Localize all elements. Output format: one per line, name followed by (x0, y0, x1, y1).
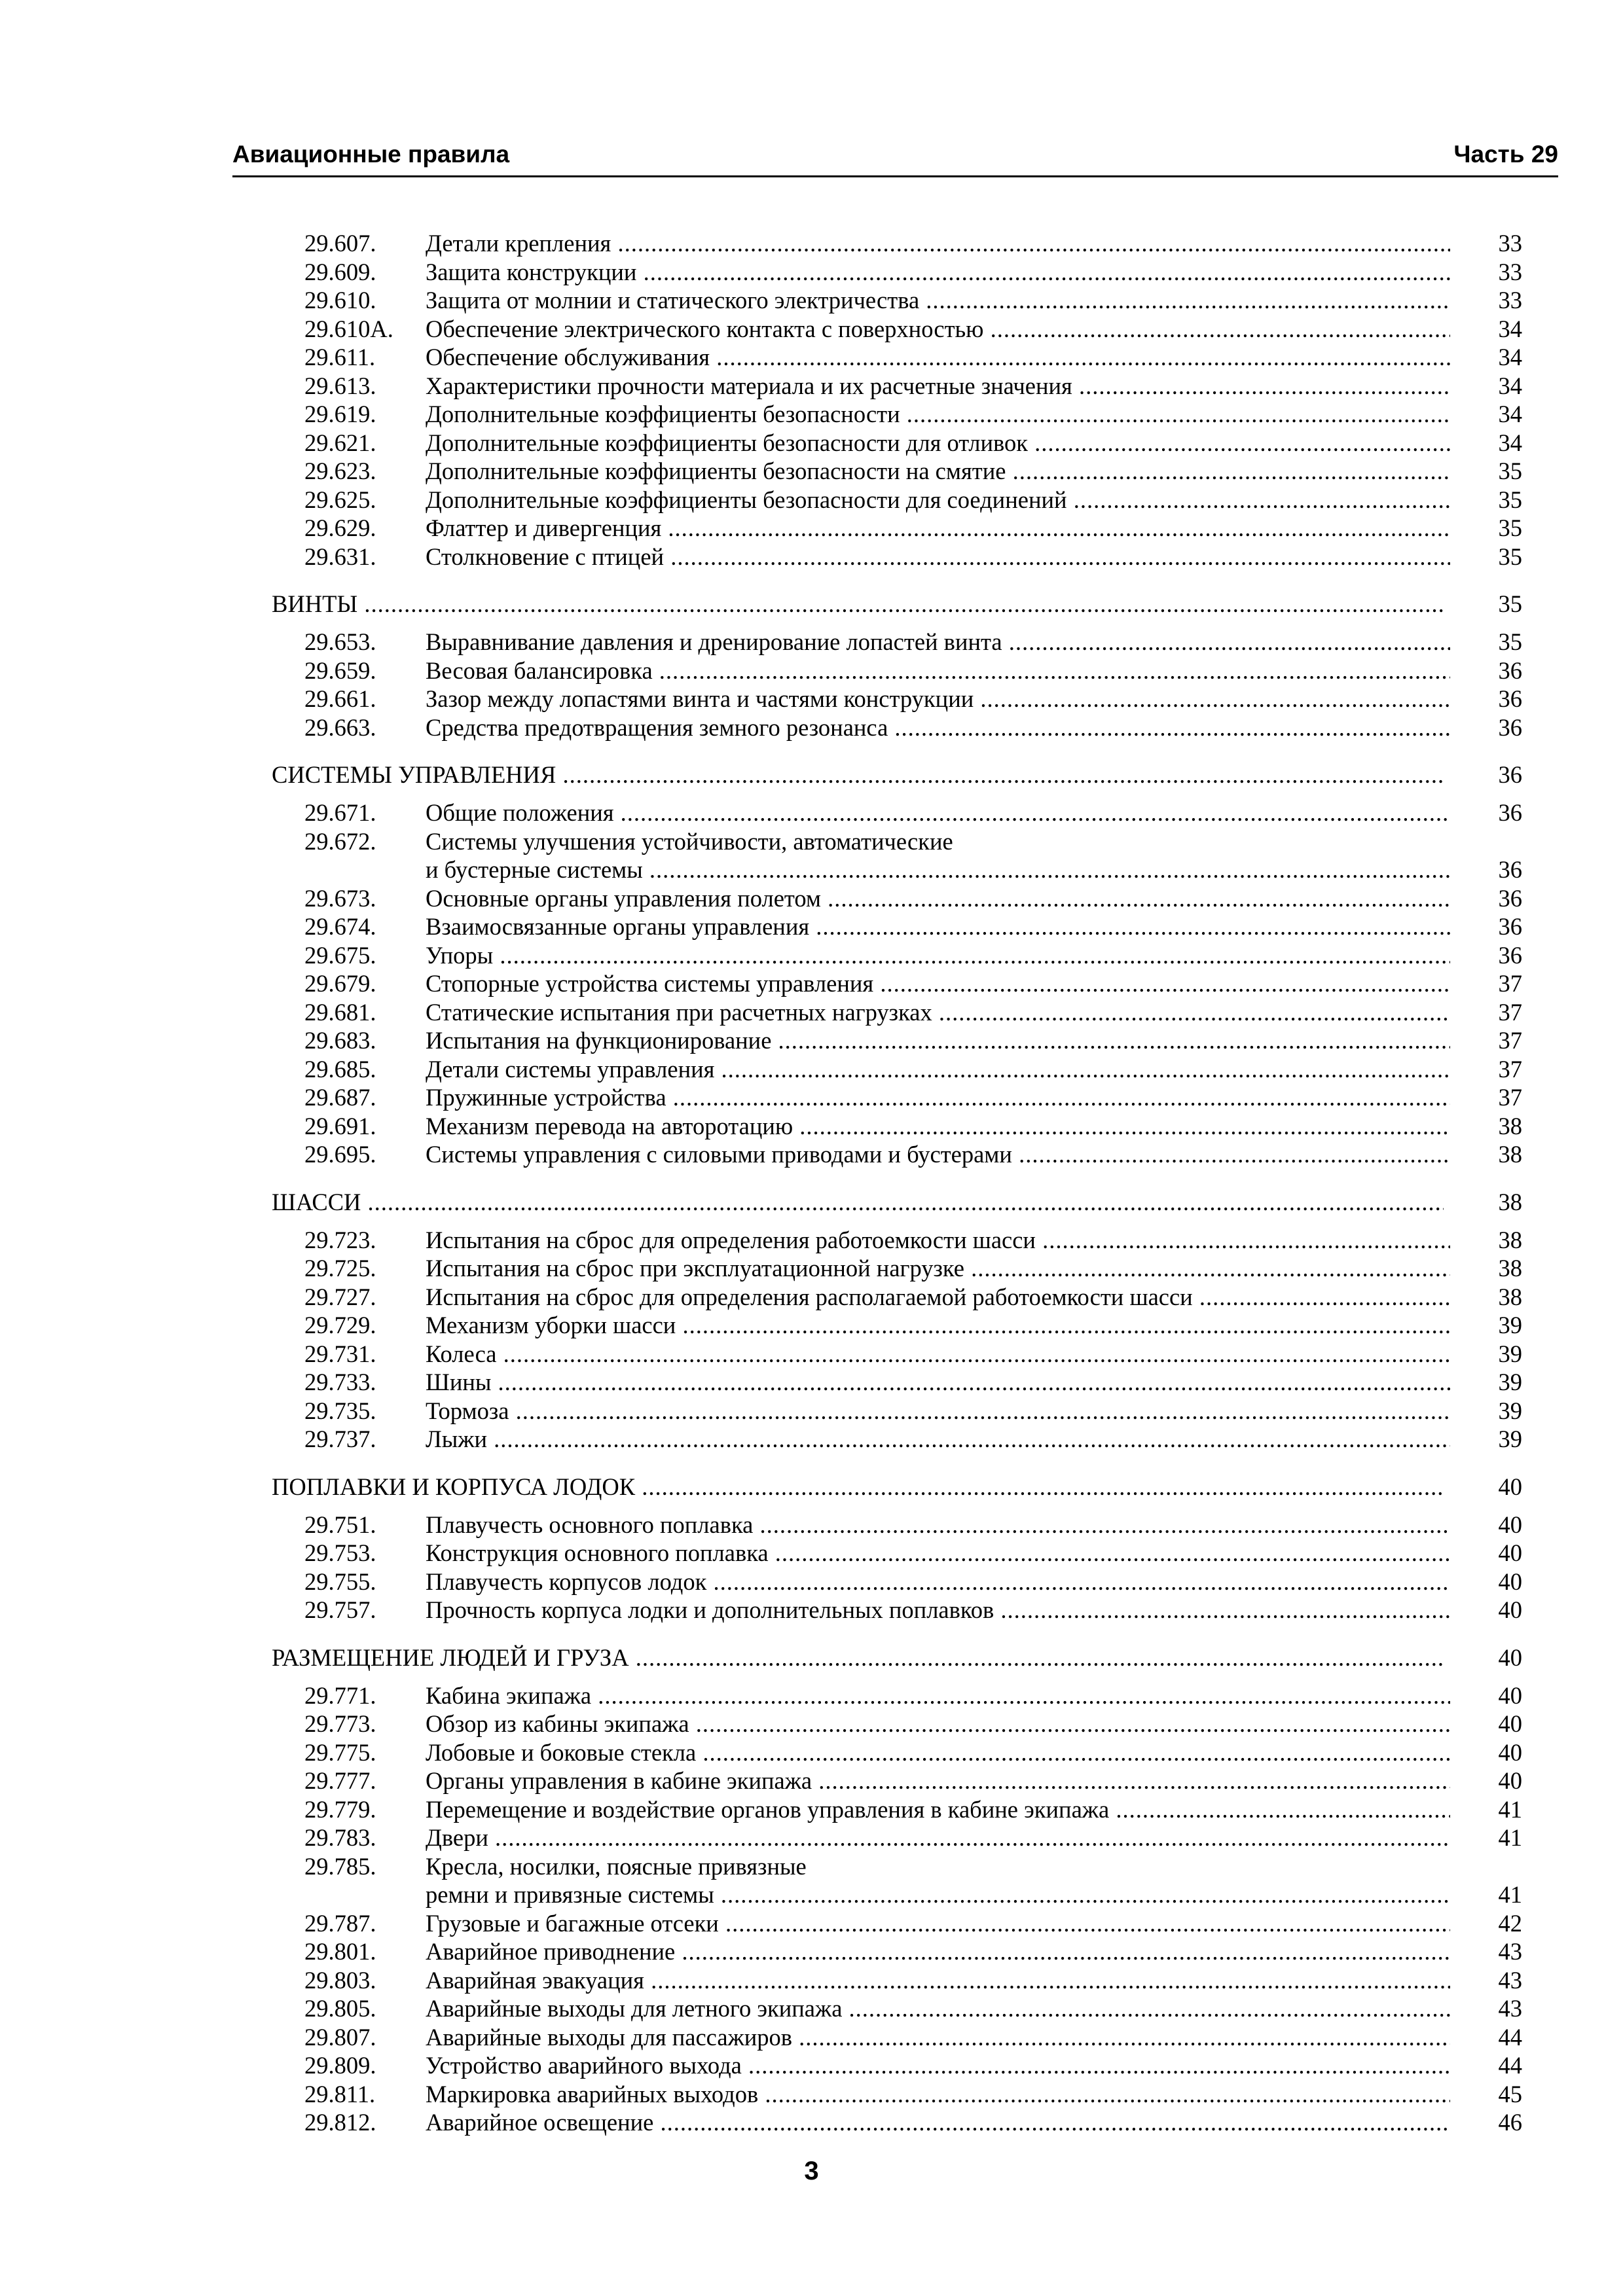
entry-page: 41 (1498, 1824, 1522, 1851)
toc-entry[interactable] (272, 429, 1522, 457)
toc-entry[interactable] (272, 713, 1522, 742)
entry-page: 35 (1498, 543, 1522, 570)
toc-entry[interactable] (272, 827, 1522, 856)
entry-title: Испытания на сброс при эксплуатационной нагрузке ..... (426, 1254, 1450, 1283)
entry-title: Дополнительные коэффициенты безопасности для соединений ..... (426, 486, 1450, 514)
toc-entry[interactable] (272, 1311, 1522, 1340)
entry-number: 29.757. (304, 1596, 376, 1623)
entry-page: 34 (1498, 401, 1522, 427)
entry-title: Системы улучшения устойчивости, автоматические (426, 827, 953, 855)
toc-entry[interactable] (272, 1112, 1522, 1141)
entry-title: Грузовые и багажные отсеки ..... (426, 1909, 1450, 1938)
toc-entry[interactable] (272, 258, 1522, 287)
section-page: 40 (1498, 1473, 1522, 1500)
entry-number: 29.801. (304, 1938, 376, 1965)
entry-title: Аварийное освещение ..... (426, 2108, 1450, 2137)
entry-page: 37 (1498, 970, 1522, 997)
entry-number: 29.663. (304, 713, 376, 741)
entry-title: Статические испытания при расчетных нагрузках ..... (426, 998, 1450, 1027)
toc-entry[interactable] (272, 1710, 1522, 1738)
entry-title: Перемещение и воздействие органов управления в кабине экипажа ..... (426, 1795, 1450, 1824)
entry-number: 29.687. (304, 1084, 376, 1111)
part-label: Часть 29 (1453, 141, 1558, 168)
entry-page: 33 (1498, 258, 1522, 285)
entry-title: и бустерные системы ..... (426, 855, 1450, 884)
entry-title: Конструкция основного поплавка ..... (426, 1539, 1450, 1568)
toc-entry[interactable] (272, 2108, 1522, 2137)
entry-number: 29.811. (304, 2080, 376, 2108)
toc-entry[interactable] (272, 656, 1522, 685)
toc-section-heading (272, 1187, 1522, 1218)
entry-number: 29.805. (304, 1995, 376, 2022)
toc-entry[interactable] (272, 1055, 1522, 1084)
entry-number: 29.672. (304, 827, 376, 855)
entry-page: 45 (1498, 2080, 1522, 2108)
entry-number: 29.777. (304, 1767, 376, 1794)
entry-number: 29.610. (304, 287, 376, 314)
entry-number: 29.731. (304, 1340, 376, 1367)
entry-page: 38 (1498, 1255, 1522, 1282)
section-title: ВИНТЫ ..... (272, 588, 1444, 620)
table-of-contents (272, 229, 1522, 2137)
toc-entry[interactable] (272, 912, 1522, 941)
toc-entry[interactable] (272, 1909, 1522, 1938)
entry-title: Характеристики прочности материала и их расчетные значения ..... (426, 372, 1450, 401)
entry-page: 33 (1498, 230, 1522, 257)
toc-entry[interactable] (272, 1083, 1522, 1112)
entry-title: Дополнительные коэффициенты безопасности для отливок ..... (426, 429, 1450, 457)
page-header (232, 137, 1558, 177)
section-page: 38 (1498, 1188, 1522, 1215)
entry-number: 29.733. (304, 1369, 376, 1395)
entry-page: 36 (1498, 856, 1522, 883)
toc-entry[interactable] (272, 1767, 1522, 1795)
entry-title: Механизм уборки шасси ..... (426, 1311, 1450, 1340)
toc-entry[interactable] (272, 457, 1522, 486)
entry-page: 39 (1498, 1312, 1522, 1338)
entry-number: 29.775. (304, 1738, 376, 1766)
entry-title: Колеса ..... (426, 1340, 1450, 1369)
entry-page: 42 (1498, 1909, 1522, 1937)
entry-title: Столкновение с птицей ..... (426, 543, 1450, 571)
toc-entry[interactable] (272, 941, 1522, 970)
entry-page: 39 (1498, 1426, 1522, 1452)
toc-entry[interactable] (272, 1994, 1522, 2023)
entry-title: Флаттер и дивергенция ..... (426, 514, 1450, 543)
document-title: Авиационные правила (232, 141, 510, 168)
entry-title: Защита конструкции ..... (426, 258, 1450, 287)
toc-section-heading (272, 588, 1522, 620)
toc-entry[interactable] (272, 343, 1522, 372)
entry-page: 37 (1498, 1055, 1522, 1083)
entry-number: 29.613. (304, 372, 376, 399)
toc-entry[interactable] (272, 1738, 1522, 1767)
toc-entry[interactable] (272, 1511, 1522, 1539)
entry-number: 29.653. (304, 628, 376, 655)
entry-title: Аварийное приводнение ..... (426, 1937, 1450, 1966)
entry-number: 29.691. (304, 1112, 376, 1139)
entry-title: Механизм перевода на авторотацию ..... (426, 1112, 1450, 1141)
toc-entry[interactable] (272, 286, 1522, 315)
entry-page: 38 (1498, 1283, 1522, 1310)
section-title: ШАССИ ..... (272, 1187, 1444, 1218)
entry-title: Лобовые и боковые стекла ..... (426, 1738, 1450, 1767)
toc-section-heading (272, 1642, 1522, 1674)
entry-number: 29.809. (304, 2052, 376, 2079)
entry-number: 29.671. (304, 799, 376, 826)
entry-title: Пружинные устройства ..... (426, 1083, 1450, 1112)
toc-entry[interactable] (272, 2080, 1522, 2109)
section-title: ПОПЛАВКИ И КОРПУСА ЛОДОК ..... (272, 1471, 1444, 1503)
toc-section-heading (272, 759, 1522, 791)
entry-title: Испытания на функционирование ..... (426, 1026, 1450, 1055)
entry-number: 29.674. (304, 913, 376, 940)
entry-title: Кабина экипажа ..... (426, 1681, 1450, 1710)
entry-title: Защита от молнии и статического электричества ..... (426, 286, 1450, 315)
entry-number: 29.783. (304, 1824, 376, 1851)
toc-entry[interactable] (272, 1368, 1522, 1397)
entry-page: 41 (1498, 1881, 1522, 1908)
entry-page: 43 (1498, 1995, 1522, 2022)
entry-number: 29.755. (304, 1568, 376, 1595)
entry-page: 33 (1498, 287, 1522, 314)
toc-entry[interactable] (272, 1026, 1522, 1055)
toc-entry[interactable] (272, 969, 1522, 998)
toc-entry[interactable] (272, 855, 1522, 884)
toc-entry[interactable] (272, 2051, 1522, 2080)
entry-page: 34 (1498, 315, 1522, 342)
toc-entry[interactable] (272, 543, 1522, 571)
entry-number: 29.629. (304, 514, 376, 541)
entry-number: 29.723. (304, 1226, 376, 1253)
entry-page: 36 (1498, 799, 1522, 826)
entry-title: Испытания на сброс для определения работоемкости шасси ..... (426, 1226, 1450, 1255)
toc-entry[interactable] (272, 884, 1522, 913)
entry-title: Аварийные выходы для летного экипажа ..... (426, 1994, 1450, 2023)
toc-entry[interactable] (272, 1397, 1522, 1426)
toc-entry[interactable] (272, 1937, 1522, 1966)
entry-number: 29.679. (304, 970, 376, 997)
entry-number: 29.803. (304, 1966, 376, 1994)
entry-title: Обзор из кабины экипажа ..... (426, 1710, 1450, 1738)
entry-number: 29.807. (304, 2023, 376, 2051)
toc-entry[interactable] (272, 1283, 1522, 1312)
toc-entry[interactable] (272, 1966, 1522, 1995)
entry-title: Обеспечение электрического контакта с поверхностью ..... (426, 315, 1450, 344)
toc-entry[interactable] (272, 798, 1522, 827)
entry-page: 37 (1498, 1027, 1522, 1054)
toc-entry[interactable] (272, 1852, 1522, 1881)
toc-entry[interactable] (272, 628, 1522, 656)
section-page: 40 (1498, 1643, 1522, 1671)
entry-title: Плавучесть корпусов лодок ..... (426, 1568, 1450, 1596)
entry-title: Прочность корпуса лодки и дополнительных поплавков ..... (426, 1596, 1450, 1624)
entry-page: 40 (1498, 1710, 1522, 1737)
entry-title: Выравнивание давления и дренирование лопастей винта ..... (426, 628, 1450, 656)
page-number: 3 (804, 2157, 819, 2185)
entry-page: 41 (1498, 1795, 1522, 1823)
entry-number: 29.773. (304, 1710, 376, 1737)
toc-entry[interactable] (272, 400, 1522, 429)
entry-page: 46 (1498, 2109, 1522, 2136)
entry-page: 40 (1498, 1511, 1522, 1538)
entry-number: 29.610А. (304, 315, 393, 342)
entry-page: 39 (1498, 1340, 1522, 1367)
entry-number: 29.661. (304, 685, 376, 712)
entry-number: 29.681. (304, 998, 376, 1026)
entry-number: 29.607. (304, 230, 376, 257)
entry-title: Маркировка аварийных выходов ..... (426, 2080, 1450, 2109)
entry-page: 40 (1498, 1767, 1522, 1794)
entry-title: Дополнительные коэффициенты безопасности ..... (426, 400, 1450, 429)
entry-page: 40 (1498, 1539, 1522, 1566)
entry-title: Весовая балансировка ..... (426, 656, 1450, 685)
entry-title: Основные органы управления полетом ..... (426, 884, 1450, 913)
entry-title: Зазор между лопастями винта и частями конструкции ..... (426, 685, 1450, 713)
entry-number: 29.735. (304, 1397, 376, 1424)
entry-number: 29.683. (304, 1027, 376, 1054)
section-title: РАЗМЕЩЕНИЕ ЛЮДЕЙ И ГРУЗА ..... (272, 1642, 1444, 1674)
entry-number: 29.729. (304, 1312, 376, 1338)
entry-page: 40 (1498, 1681, 1522, 1709)
toc-entry[interactable] (272, 685, 1522, 713)
toc-entry[interactable] (272, 1254, 1522, 1283)
entry-number: 29.675. (304, 941, 376, 969)
entry-title: Взаимосвязанные органы управления ..... (426, 912, 1450, 941)
entry-title: Тормоза ..... (426, 1397, 1450, 1426)
entry-title: Детали системы управления ..... (426, 1055, 1450, 1084)
entry-number: 29.625. (304, 486, 376, 513)
entry-number: 29.623. (304, 457, 376, 484)
entry-number: 29.727. (304, 1283, 376, 1310)
entry-title: Аварийные выходы для пассажиров ..... (426, 2023, 1450, 2052)
toc-entry[interactable] (272, 1880, 1522, 1909)
toc-entry[interactable] (272, 1823, 1522, 1852)
entry-title: Шины ..... (426, 1368, 1450, 1397)
toc-entry[interactable] (272, 1596, 1522, 1624)
entry-title: Плавучесть основного поплавка ..... (426, 1511, 1450, 1539)
entry-page: 35 (1498, 457, 1522, 484)
entry-number: 29.673. (304, 884, 376, 912)
entry-title: Дополнительные коэффициенты безопасности на смятие ..... (426, 457, 1450, 486)
entry-number: 29.785. (304, 1852, 376, 1880)
section-page: 36 (1498, 761, 1522, 788)
entry-number: 29.753. (304, 1539, 376, 1566)
entry-title: Стопорные устройства системы управления ..... (426, 969, 1450, 998)
toc-entry[interactable] (272, 1795, 1522, 1824)
section-page: 35 (1498, 590, 1522, 617)
entry-number: 29.609. (304, 258, 376, 285)
toc-entry[interactable] (272, 514, 1522, 543)
entry-page: 43 (1498, 1966, 1522, 1994)
entry-page: 40 (1498, 1596, 1522, 1623)
entry-page: 34 (1498, 372, 1522, 399)
entry-page: 36 (1498, 685, 1522, 712)
entry-page: 34 (1498, 429, 1522, 456)
entry-title: ремни и привязные системы ..... (426, 1880, 1450, 1909)
entry-number: 29.751. (304, 1511, 376, 1538)
toc-entry[interactable] (272, 315, 1522, 344)
entry-page: 36 (1498, 713, 1522, 741)
entry-page: 40 (1498, 1568, 1522, 1595)
toc-section-heading (272, 1471, 1522, 1503)
entry-page: 37 (1498, 998, 1522, 1026)
entry-number: 29.779. (304, 1795, 376, 1823)
entry-title: Обеспечение обслуживания ..... (426, 343, 1450, 372)
entry-title: Лыжи ..... (426, 1425, 1450, 1454)
entry-title: Общие положения ..... (426, 798, 1450, 827)
entry-title: Средства предотвращения земного резонанса ..... (426, 713, 1450, 742)
entry-title: Устройство аварийного выхода ..... (426, 2051, 1450, 2080)
toc-entry[interactable] (272, 1226, 1522, 1255)
toc-entry[interactable] (272, 2023, 1522, 2052)
toc-entry[interactable] (272, 372, 1522, 401)
entry-title: Упоры ..... (426, 941, 1450, 970)
entry-number: 29.725. (304, 1255, 376, 1282)
entry-page: 35 (1498, 628, 1522, 655)
entry-page: 36 (1498, 913, 1522, 940)
toc-entry[interactable] (272, 486, 1522, 514)
entry-number: 29.812. (304, 2109, 376, 2136)
entry-page: 35 (1498, 486, 1522, 513)
entry-page: 38 (1498, 1141, 1522, 1168)
entry-page: 37 (1498, 1084, 1522, 1111)
entry-page: 38 (1498, 1226, 1522, 1253)
entry-title: Детали крепления ..... (426, 229, 1450, 258)
entry-title: Испытания на сброс для определения располагаемой работоемкости шасси ..... (426, 1283, 1450, 1312)
entry-title: Системы управления с силовыми приводами и бустерами ..... (426, 1140, 1450, 1169)
entry-number: 29.631. (304, 543, 376, 570)
entry-number: 29.771. (304, 1681, 376, 1709)
entry-number: 29.787. (304, 1909, 376, 1937)
entry-page: 44 (1498, 2052, 1522, 2079)
entry-page: 34 (1498, 344, 1522, 370)
entry-number: 29.737. (304, 1426, 376, 1452)
entry-number: 29.659. (304, 656, 376, 684)
toc-entry[interactable] (272, 1140, 1522, 1169)
entry-number: 29.619. (304, 401, 376, 427)
entry-page: 38 (1498, 1112, 1522, 1139)
entry-title: Двери ..... (426, 1823, 1450, 1852)
entry-page: 36 (1498, 884, 1522, 912)
entry-page: 39 (1498, 1397, 1522, 1424)
entry-page: 35 (1498, 514, 1522, 541)
entry-title: Органы управления в кабине экипажа ..... (426, 1767, 1450, 1795)
entry-page: 44 (1498, 2023, 1522, 2051)
toc-entry[interactable] (272, 1568, 1522, 1596)
entry-number: 29.695. (304, 1141, 376, 1168)
entry-page: 39 (1498, 1369, 1522, 1395)
toc-entry[interactable] (272, 1340, 1522, 1369)
entry-number: 29.611. (304, 344, 376, 370)
toc-entry[interactable] (272, 1681, 1522, 1710)
toc-entry[interactable] (272, 229, 1522, 258)
entry-title: Кресла, носилки, поясные привязные (426, 1852, 807, 1880)
toc-entry[interactable] (272, 1425, 1522, 1454)
entry-number: 29.621. (304, 429, 376, 456)
entry-title: Аварийная эвакуация ..... (426, 1966, 1450, 1995)
toc-entry[interactable] (272, 1539, 1522, 1568)
entry-page: 36 (1498, 656, 1522, 684)
section-title: СИСТЕМЫ УПРАВЛЕНИЯ ..... (272, 759, 1444, 791)
entry-page: 43 (1498, 1938, 1522, 1965)
entry-page: 36 (1498, 941, 1522, 969)
entry-number: 29.685. (304, 1055, 376, 1083)
toc-entry[interactable] (272, 998, 1522, 1027)
entry-page: 40 (1498, 1738, 1522, 1766)
